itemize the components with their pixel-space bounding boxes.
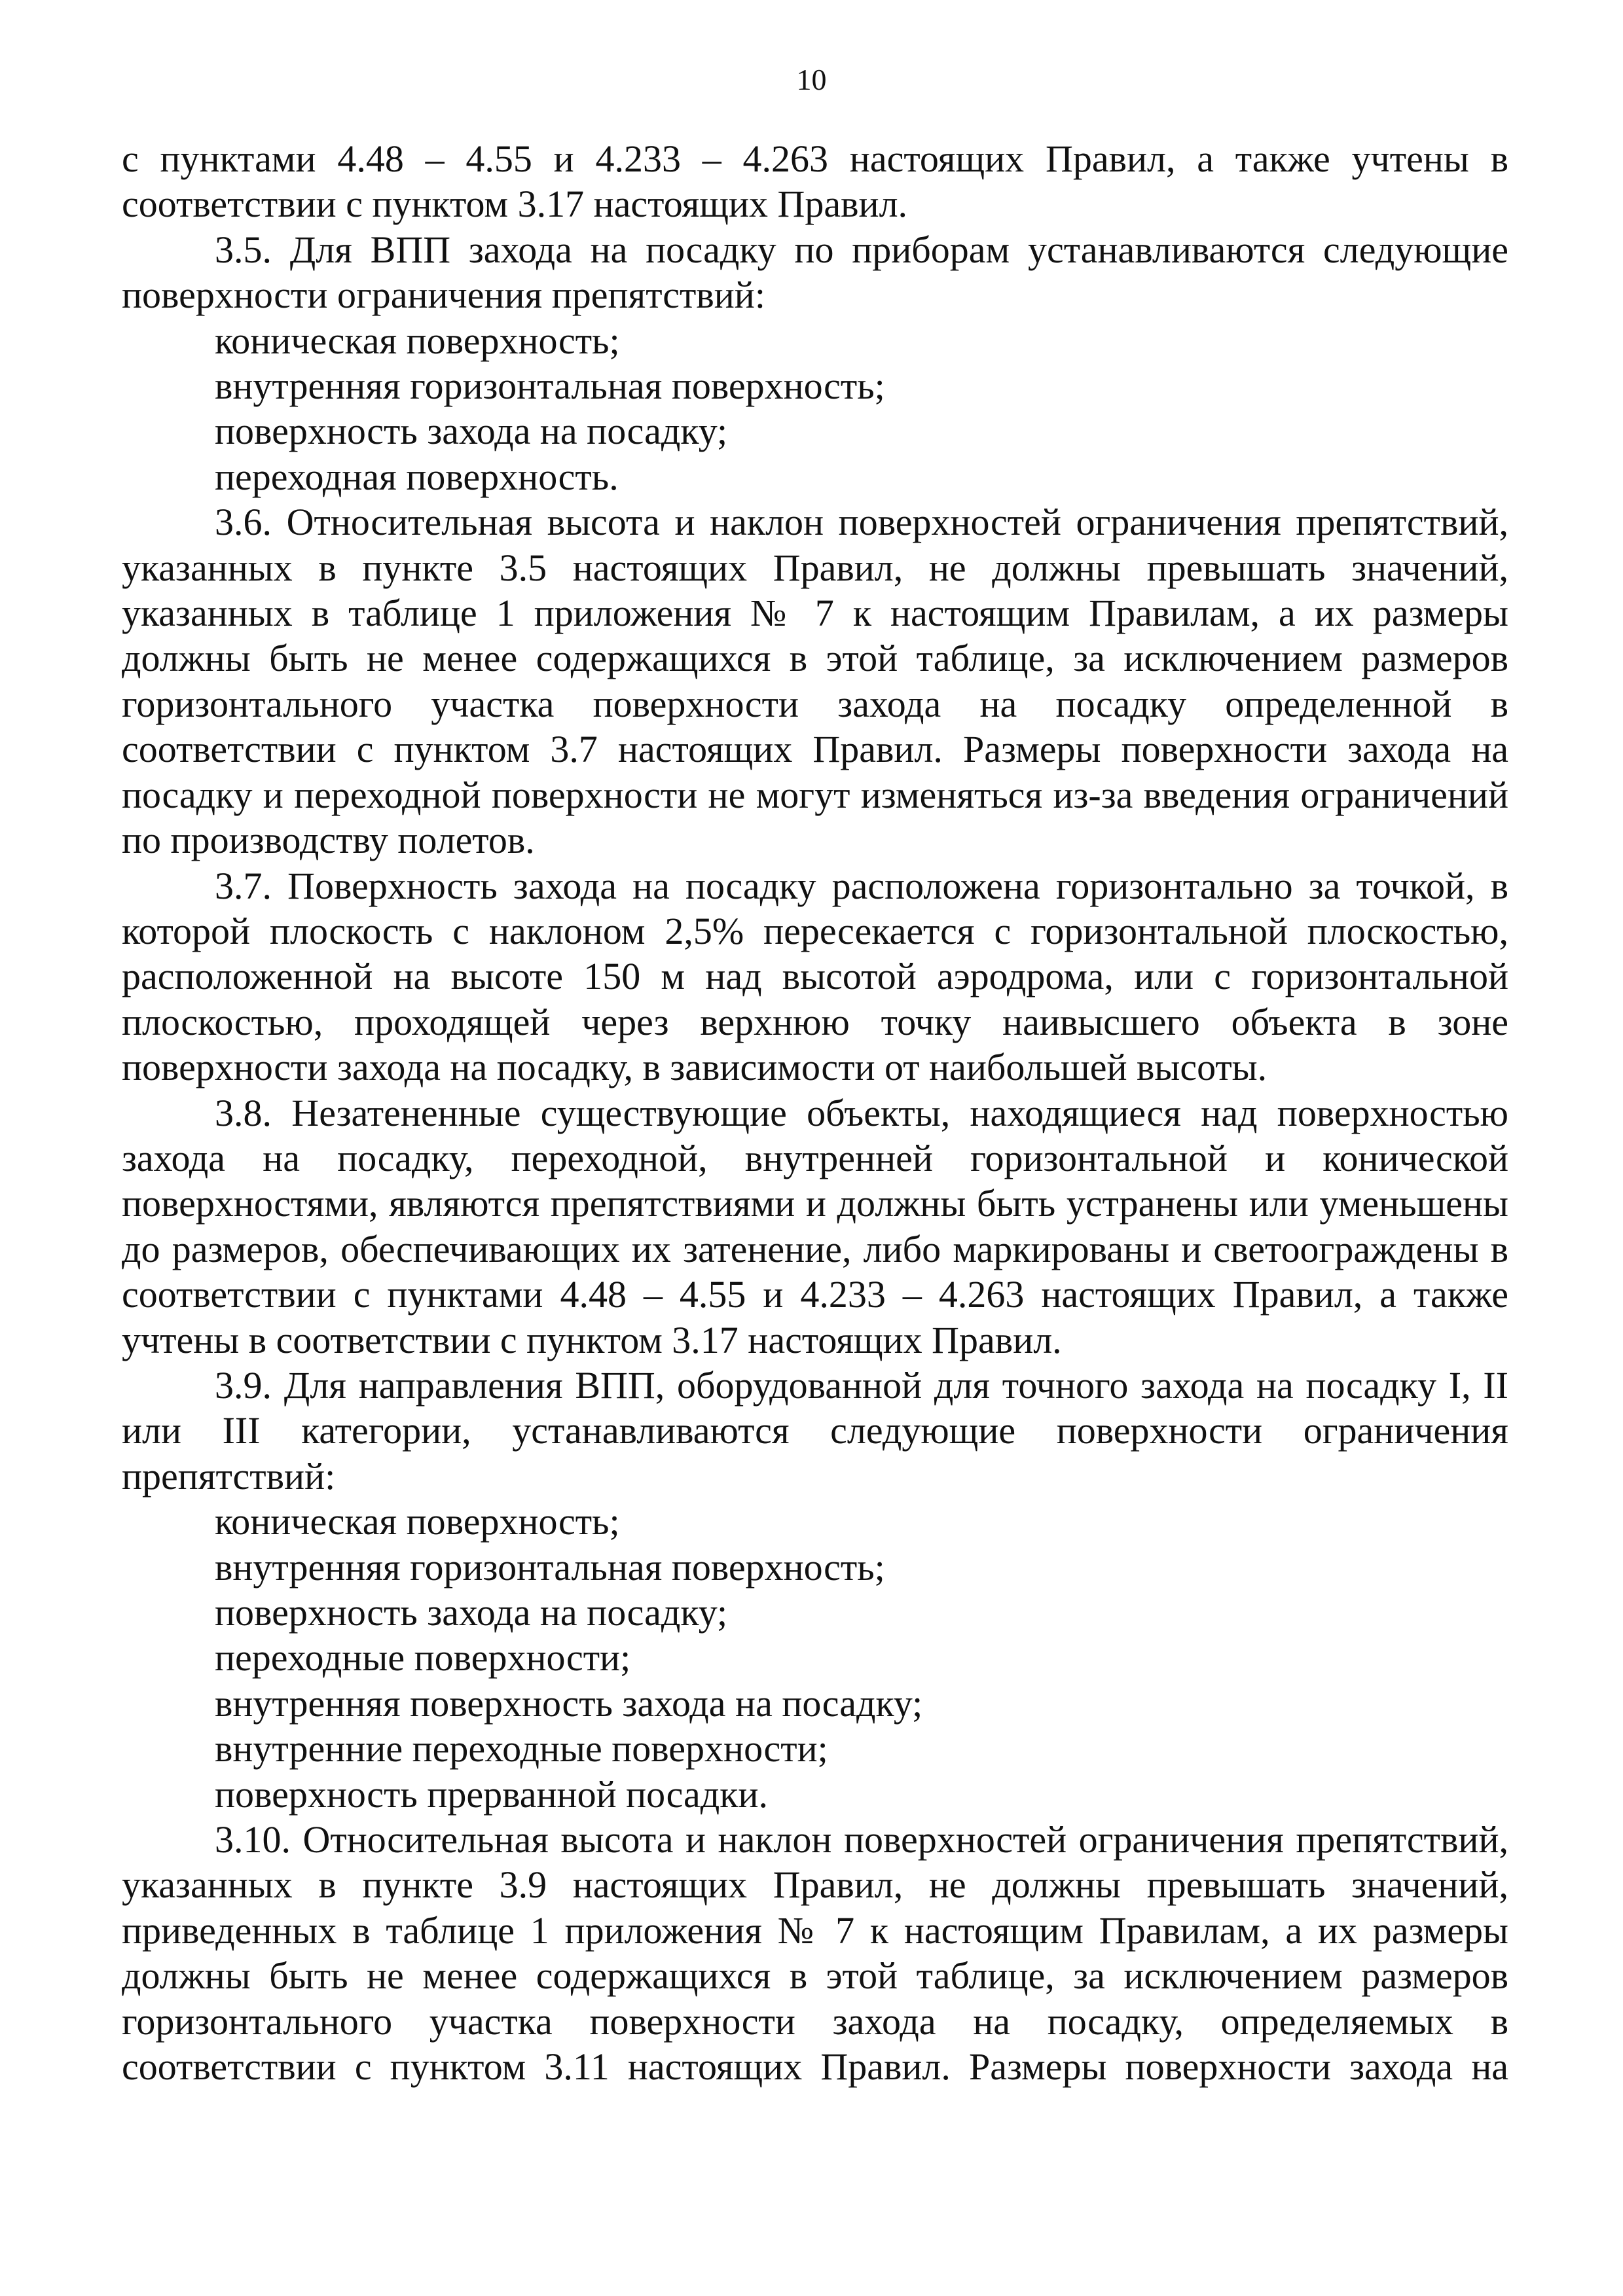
- text-line: учтены в соответствии с пунктом 3.17 настоящих Правил.: [122, 1318, 1062, 1361]
- list-item: поверхность прерванной посадки.: [215, 1772, 769, 1816]
- text-line: поверхностями, являются препятствиями и должны быть устранены или уменьшены: [122, 1182, 1508, 1225]
- list-item: поверхность захода на посадку;: [215, 1591, 728, 1634]
- paragraph-3-10-start: 3.10. Относительная высота и наклон поверхностей ограничения препятствий,: [215, 1818, 1508, 1861]
- list-item: внутренняя горизонтальная поверхность;: [215, 1545, 885, 1588]
- text-line: соответствии с пунктами 4.48 – 4.55 и 4.233 – 4.263 настоящих Правил, а также: [122, 1273, 1508, 1316]
- text-line: приведенных в таблице 1 приложения № 7 к настоящим Правилам, а их размеры: [122, 1909, 1508, 1952]
- text-line: по производству полетов.: [122, 819, 535, 862]
- page-number: 10: [796, 63, 827, 96]
- text-line: расположенной на высоте 150 м над высотой аэродрома, или с горизонтальной: [122, 955, 1508, 998]
- list-item: внутренняя поверхность захода на посадку;: [215, 1681, 923, 1725]
- list-item: переходные поверхности;: [215, 1636, 631, 1679]
- text-line: захода на посадку, переходной, внутренней горизонтальной и конической: [122, 1136, 1508, 1179]
- paragraph-3-6-start: 3.6. Относительная высота и наклон поверхностей ограничения препятствий,: [215, 501, 1508, 544]
- text-line: или III категории, устанавливаются следующие поверхности ограничения: [122, 1409, 1508, 1452]
- text-line: препятствий:: [122, 1454, 336, 1498]
- text-line: указанных в пункте 3.5 настоящих Правил, не должны превышать значений,: [122, 546, 1508, 589]
- text-line: плоскостью, проходящей через верхнюю точку наивысшего объекта в зоне: [122, 1000, 1508, 1043]
- paragraph-3-7-start: 3.7. Поверхность захода на посадку расположена горизонтально за точкой, в: [215, 864, 1508, 907]
- paragraph-3-8-start: 3.8. Незатененные существующие объекты, находящиеся над поверхностью: [215, 1091, 1508, 1134]
- list-item: коническая поверхность;: [215, 319, 620, 362]
- text-line: указанных в таблице 1 приложения № 7 к настоящим Правилам, а их размеры: [122, 592, 1508, 635]
- list-item: переходная поверхность.: [215, 455, 619, 498]
- list-item: коническая поверхность;: [215, 1500, 620, 1543]
- text-line: поверхности ограничения препятствий:: [122, 274, 765, 317]
- text-line: соответствии с пунктом 3.7 настоящих Правил. Размеры поверхности захода на: [122, 728, 1508, 771]
- text-line: соответствии с пунктом 3.11 настоящих Правил. Размеры поверхности захода на: [122, 2045, 1508, 2089]
- list-item: внутренние переходные поверхности;: [215, 1727, 828, 1770]
- paragraph-3-9-start: 3.9. Для направления ВПП, оборудованной для точного захода на посадку I, II: [215, 1363, 1508, 1407]
- text-line: горизонтального участка поверхности захода на посадку, определяемых в: [122, 2000, 1508, 2043]
- paragraph-3-5-start: 3.5. Для ВПП захода на посадку по приборам устанавливаются следующие: [215, 228, 1508, 271]
- text-line: горизонтального участка поверхности захода на посадку определенной в: [122, 682, 1508, 725]
- text-line: посадку и переходной поверхности не могут изменяться из-за введения ограничений: [122, 773, 1508, 816]
- list-item: поверхность захода на посадку;: [215, 410, 728, 453]
- text-line: до размеров, обеспечивающих их затенение, либо маркированы и светоограждены в: [122, 1227, 1508, 1270]
- text-line: соответствии с пунктом 3.17 настоящих Правил.: [122, 183, 908, 226]
- list-item: внутренняя горизонтальная поверхность;: [215, 365, 885, 408]
- text-line: должны быть не менее содержащихся в этой таблице, за исключением размеров: [122, 1954, 1508, 1998]
- text-line: должны быть не менее содержащихся в этой таблице, за исключением размеров: [122, 637, 1508, 680]
- text-line: поверхности захода на посадку, в зависимости от наибольшей высоты.: [122, 1046, 1267, 1089]
- text-line: которой плоскость с наклоном 2,5% пересекается с горизонтальной плоскостью,: [122, 909, 1508, 952]
- text-line: с пунктами 4.48 – 4.55 и 4.233 – 4.263 настоящих Правил, а также учтены в: [122, 137, 1508, 180]
- document-body: [122, 136, 1508, 2089]
- text-line: указанных в пункте 3.9 настоящих Правил, не должны превышать значений,: [122, 1863, 1508, 1907]
